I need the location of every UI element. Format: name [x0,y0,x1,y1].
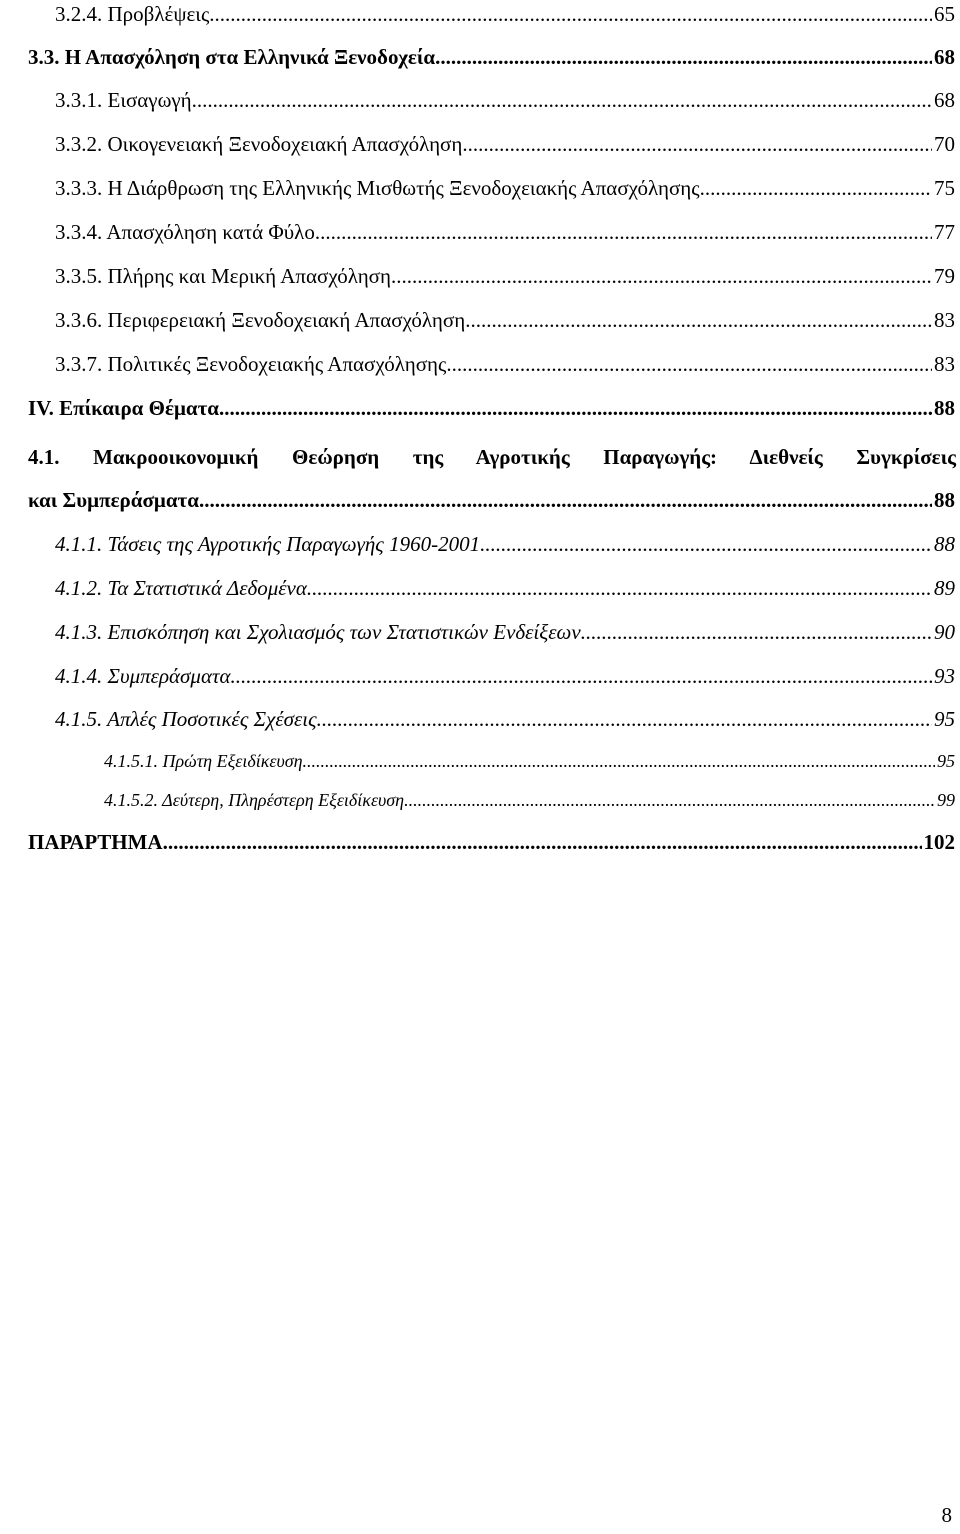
toc-entry-label: 3.3.7. Πολιτικές Ξενοδοχειακής Απασχόλησης [55,352,447,376]
page-number: 8 [941,1503,952,1527]
toc-entry [55,664,955,689]
toc-leader-dots [700,176,932,201]
toc-leader-dots [465,308,932,333]
toc-entry-page: 88 [934,488,955,512]
toc-entry-label: 4.1.1. Τάσεις της Αγροτικής Παραγωγής 1960-2001 [55,532,481,556]
toc-entry-page: 90 [934,620,955,644]
toc-entry-page: 95 [937,751,955,771]
toc-entry [55,707,955,732]
toc-entry-page: 83 [934,352,955,376]
toc-leader-dots [480,532,932,557]
toc-entry [55,132,955,157]
toc-leader-dots [581,620,932,645]
toc-entry-page: 68 [934,45,955,69]
toc-entry [55,576,955,601]
toc-entry-label: 3.3.6. Περιφερειακή Ξενοδοχειακή Απασχόληση [55,308,466,332]
toc-entry [104,751,955,772]
toc-entry [55,352,955,377]
toc-leader-dots [307,576,932,601]
toc-entry-page: 102 [923,830,955,854]
toc-entry-label: ΠΑΡΑΡΤΗΜΑ [28,830,163,854]
toc-entry-page: 83 [934,308,955,332]
toc-entry-label: 4.1.2. Τα Στατιστικά Δεδομένα [55,576,307,600]
toc-entry [55,532,955,557]
toc-entry-page: 70 [934,132,955,156]
toc-entry [55,620,955,645]
toc-entry-page: 88 [934,396,955,420]
toc-entry-label: 3.3.4. Απασχόληση κατά Φύλο [55,220,315,244]
toc-entry-page: 65 [934,2,955,26]
toc-leader-dots [404,790,935,811]
toc-leader-dots [435,45,932,70]
toc-entry-page: 95 [934,707,955,731]
toc-entry-label: IV. Επίκαιρα Θέματα [28,396,219,420]
toc-entry [55,88,955,113]
toc-leader-dots [231,664,932,689]
toc-entry-page: 77 [934,220,955,244]
toc-entry [104,790,955,811]
toc-entry [28,488,955,513]
toc-entry-page: 75 [934,176,955,200]
toc-entry-label: 4.1.5. Απλές Ποσοτικές Σχέσεις [55,707,317,731]
toc-entry [28,396,955,421]
toc-leader-dots [446,352,932,377]
toc-entry-page: 88 [934,532,955,556]
toc-entry [28,45,955,70]
toc-entry-label: 4.1.4. Συμπεράσματα [55,664,231,688]
toc-leader-dots [317,707,932,732]
toc-entry-label: 3.3.5. Πλήρης και Μερική Απασχόληση [55,264,391,288]
toc-entry [28,830,955,855]
toc-entry-label: 3.3.3. Η Διάρθρωση της Ελληνικής Μισθωτής Ξενοδοχειακής Απασχόλησης [55,176,700,200]
toc-entry-label: 4.1. Μακροοικονομική Θεώρηση της Αγροτικής Παραγωγής: Διεθνείς Συγκρίσεις [28,445,956,469]
toc-entry-label: 3.3. Η Απασχόληση στα Ελληνικά Ξενοδοχεία [28,45,436,69]
toc-entry-label: 3.3.2. Οικογενειακή Ξενοδοχειακή Απασχόληση [55,132,463,156]
toc-leader-dots [163,830,922,855]
toc-entry-label: 4.1.3. Επισκόπηση και Σχολιασμός των Στατιστικών Ενδείξεων [55,620,581,644]
toc-entry-page: 89 [934,576,955,600]
toc-leader-dots [303,751,935,772]
toc-entry-label: 3.3.1. Εισαγωγή [55,88,192,112]
toc-entry-page: 68 [934,88,955,112]
toc-entry [55,176,955,201]
toc-leader-dots [219,396,932,421]
toc-leader-dots [315,220,932,245]
toc-entry-label: και Συμπεράσματα [28,488,199,512]
toc-leader-dots [391,264,932,289]
toc-entry [55,220,955,245]
toc-entry-label: 4.1.5.1. Πρώτη Εξειδίκευση [104,751,303,771]
toc-leader-dots [462,132,932,157]
toc-entry-page: 99 [937,790,955,810]
toc-leader-dots [209,2,932,27]
toc-entry-page: 79 [934,264,955,288]
toc-entry [55,264,955,289]
toc-entry-label: 3.2.4. Προβλέψεις [55,2,210,26]
toc-entry-page: 93 [934,664,955,688]
toc-leader-dots [199,488,932,513]
toc-entry [55,308,955,333]
toc-leader-dots [192,88,932,113]
toc-entry [55,2,955,27]
toc-entry-label: 4.1.5.2. Δεύτερη, Πληρέστερη Εξειδίκευση [104,790,405,810]
